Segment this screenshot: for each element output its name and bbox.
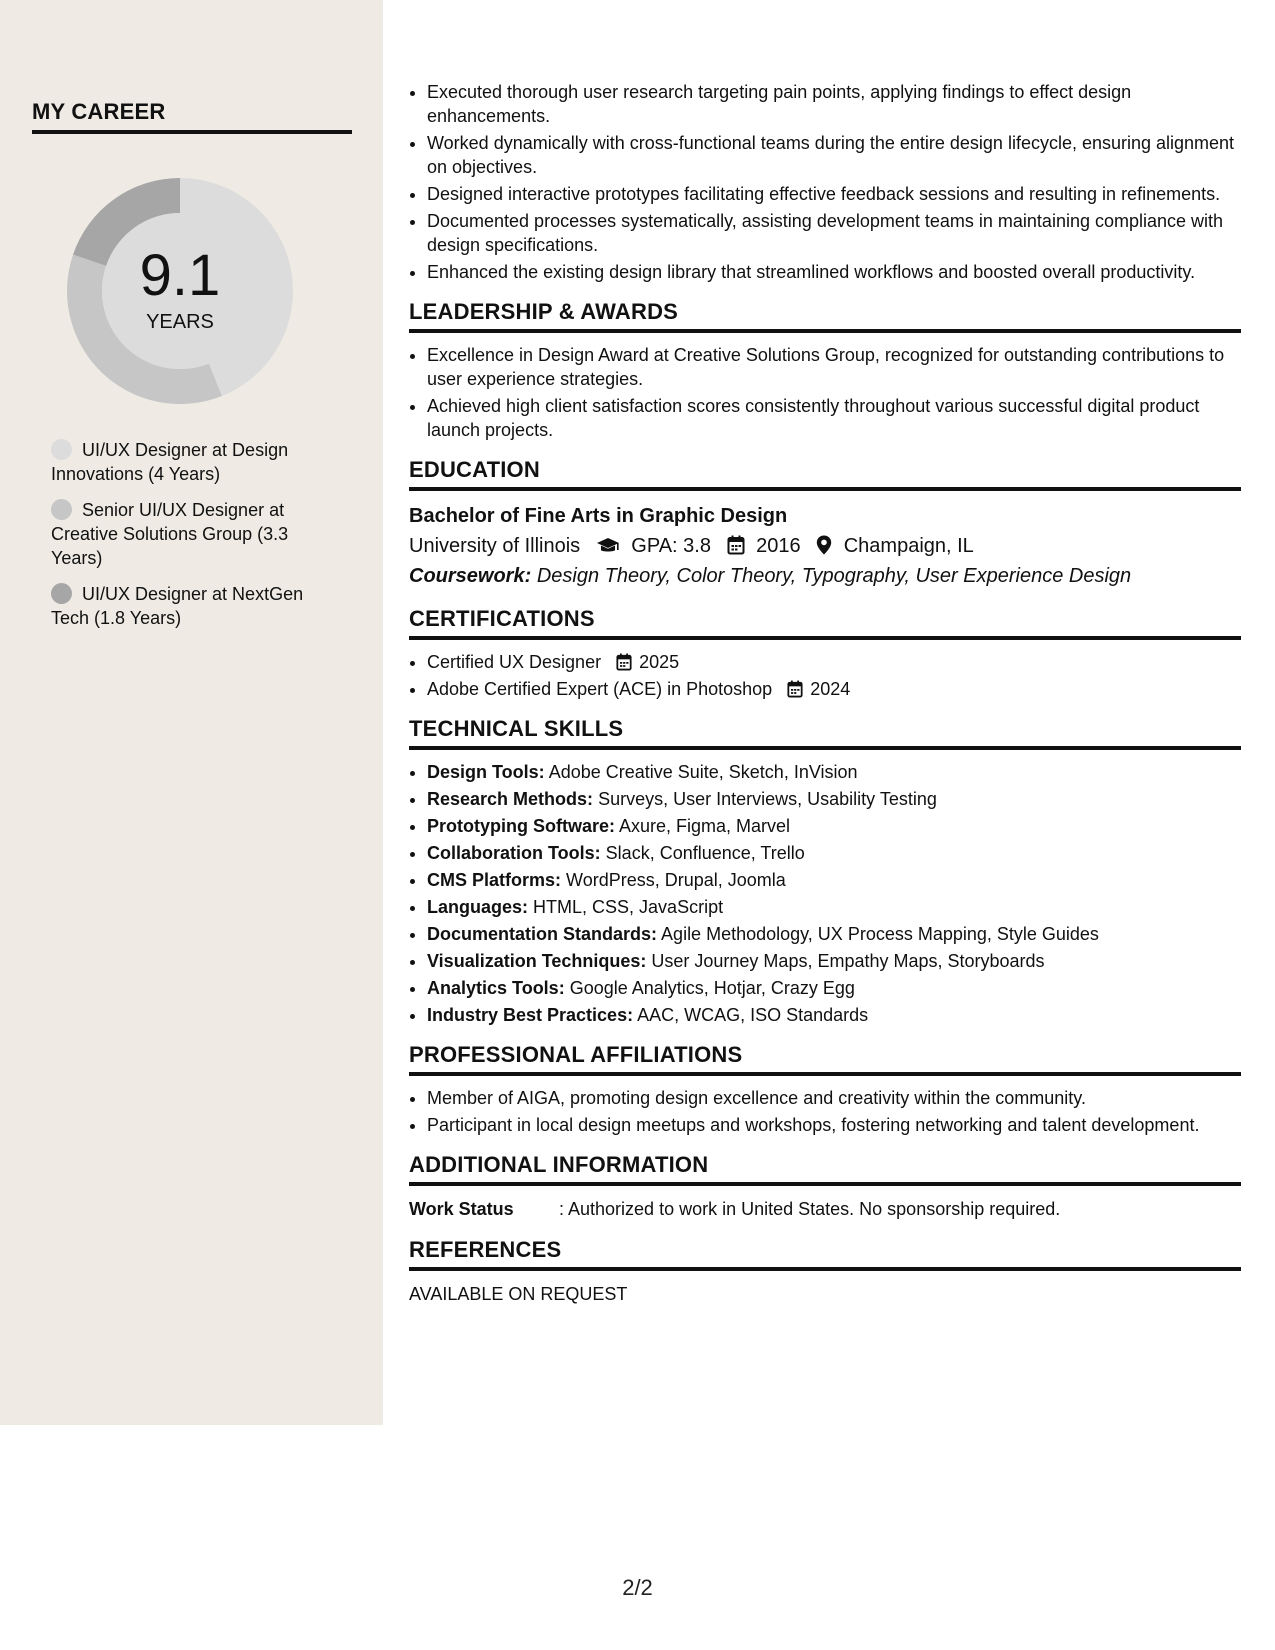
certification-year: 2024 [810, 679, 851, 699]
leadership-list [409, 343, 1241, 442]
education-coursework [409, 561, 1241, 591]
resume-main [409, 80, 1241, 1307]
skill-value: AAC, WCAG, ISO Standards [637, 1005, 869, 1025]
education-details [409, 531, 1241, 561]
skill-label: Analytics Tools: [427, 978, 565, 998]
legend-item [51, 438, 321, 486]
affiliation-item: • Participant in local design meetups and workshops, fostering networking and talent development. [427, 1113, 1241, 1137]
education-heading: EDUCATION [409, 457, 1241, 491]
skill-label: Industry Best Practices: [427, 1005, 634, 1025]
coursework-label: Coursework: [409, 565, 532, 587]
education-year: 2016 [756, 535, 801, 557]
skill-value: WordPress, Drupal, Joomla [566, 870, 786, 890]
affiliations-list [409, 1086, 1241, 1137]
skill-value: Surveys, User Interviews, Usability Testing [598, 789, 937, 809]
legend-label: Senior UI/UX Designer at Creative Solutions Group (3.3 Years) [51, 500, 289, 568]
experience-bullets [409, 80, 1241, 284]
education-school: University of Illinois [409, 535, 581, 557]
total-years-value: 9.1 [139, 243, 221, 308]
work-status-label: Work Status [409, 1199, 514, 1219]
skill-item [427, 895, 1241, 919]
career-legend [51, 438, 321, 642]
career-heading: MY CAREER [32, 99, 352, 134]
skill-item [427, 922, 1241, 946]
calendar-icon [787, 680, 803, 698]
work-status-value: : Authorized to work in United States. No sponsorship required. [559, 1199, 1061, 1219]
legend-dot [51, 583, 72, 604]
skill-value: Google Analytics, Hotjar, Crazy Egg [569, 978, 855, 998]
skill-label: Design Tools: [427, 762, 545, 782]
skill-label: CMS Platforms: [427, 870, 562, 890]
skill-item [427, 949, 1241, 973]
skills-heading: TECHNICAL SKILLS [409, 716, 1241, 750]
education-gpa: GPA: 3.8 [631, 535, 711, 557]
experience-bullet: • Executed thorough user research targeting pain points, applying findings to effect design enhancements. [427, 80, 1241, 128]
leadership-item: • Excellence in Design Award at Creative Solutions Group, recognized for outstanding contributions to user experience strategies. [427, 343, 1241, 391]
certification-year: 2025 [639, 652, 680, 672]
skill-item [427, 868, 1241, 892]
additional-info-heading: ADDITIONAL INFORMATION [409, 1152, 1241, 1186]
location-pin-icon [816, 535, 832, 555]
skill-label: Research Methods: [427, 789, 594, 809]
graduation-cap-icon [596, 537, 620, 555]
skill-item [427, 841, 1241, 865]
work-status-row [409, 1196, 1241, 1222]
skill-item [427, 814, 1241, 838]
legend-item [51, 582, 321, 630]
page-number: 2/2 [622, 1575, 653, 1600]
certification-name: Adobe Certified Expert (ACE) in Photoshop [427, 679, 773, 699]
skill-item [427, 976, 1241, 1000]
skill-value: Adobe Creative Suite, Sketch, InVision [548, 762, 858, 782]
references-heading: REFERENCES [409, 1237, 1241, 1271]
legend-label: UI/UX Designer at NextGen Tech (1.8 Years) [51, 584, 304, 628]
skill-label: Collaboration Tools: [427, 843, 601, 863]
skill-item [427, 760, 1241, 784]
total-years-unit: YEARS [146, 311, 214, 333]
legend-label: UI/UX Designer at Design Innovations (4 Years) [51, 440, 289, 484]
certification-item [427, 650, 1241, 674]
experience-bullet: • Worked dynamically with cross-functional teams during the entire design lifecycle, ensuring alignment on objectives. [427, 131, 1241, 179]
skill-label: Documentation Standards: [427, 924, 658, 944]
legend-dot [51, 439, 72, 460]
skill-value: User Journey Maps, Empathy Maps, Storyboards [651, 951, 1045, 971]
skill-item [427, 1003, 1241, 1027]
legend-item [51, 498, 321, 570]
skill-label: Visualization Techniques: [427, 951, 647, 971]
calendar-icon [727, 535, 745, 555]
skills-list [409, 760, 1241, 1027]
references-text: AVAILABLE ON REQUEST [409, 1284, 628, 1304]
affiliation-item: • Member of AIGA, promoting design excellence and creativity within the community. [427, 1086, 1241, 1110]
certifications-heading: CERTIFICATIONS [409, 606, 1241, 640]
certifications-list [409, 650, 1241, 701]
certification-name: Certified UX Designer [427, 652, 602, 672]
legend-dot [51, 499, 72, 520]
skill-value: Axure, Figma, Marvel [619, 816, 791, 836]
career-sidebar [0, 0, 383, 1425]
skill-label: Prototyping Software: [427, 816, 615, 836]
coursework-value: Design Theory, Color Theory, Typography, User Experience Design [536, 565, 1132, 587]
affiliations-heading: PROFESSIONAL AFFILIATIONS [409, 1042, 1241, 1076]
leadership-item: • Achieved high client satisfaction scores consistently throughout various successful digital product launch projects. [427, 394, 1241, 442]
experience-bullet: • Enhanced the existing design library that streamlined workflows and boosted overall productivity. [427, 260, 1241, 284]
skill-label: Languages: [427, 897, 529, 917]
education-degree: Bachelor of Fine Arts in Graphic Design [409, 505, 788, 527]
certification-item [427, 677, 1241, 701]
experience-bullet: • Documented processes systematically, assisting development teams in maintaining compliance with design specifications. [427, 209, 1241, 257]
skill-value: Slack, Confluence, Trello [605, 843, 805, 863]
calendar-icon [616, 653, 632, 671]
education-location: Champaign, IL [843, 535, 974, 557]
skill-value: HTML, CSS, JavaScript [533, 897, 724, 917]
experience-bullet: • Designed interactive prototypes facilitating effective feedback sessions and resulting in refinements. [427, 182, 1241, 206]
skill-value: Agile Methodology, UX Process Mapping, Style Guides [661, 924, 1099, 944]
leadership-heading: LEADERSHIP & AWARDS [409, 299, 1241, 333]
skill-item [427, 787, 1241, 811]
